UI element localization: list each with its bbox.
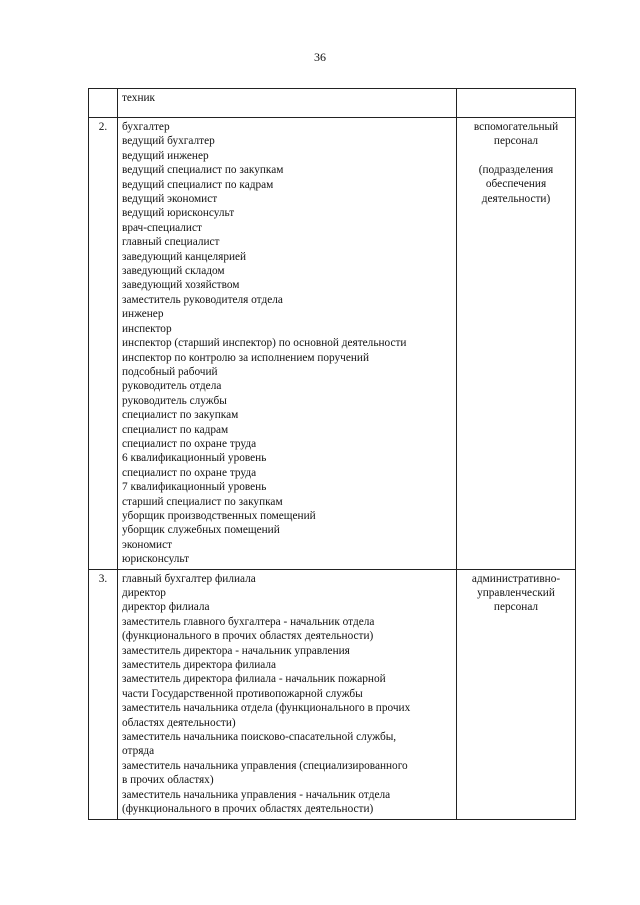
position-item: главный специалист [122,236,220,249]
position-item: директор филиала [122,601,210,614]
category-spacer [460,149,572,163]
position-item: заместитель директора - начальник управления [122,644,350,657]
position-item: заведующий хозяйством [122,279,240,292]
positions-cell [118,89,457,118]
position-item: инспектор по контролю за исполнением поручений [122,351,370,364]
position-item: ведущий специалист по кадрам [122,178,274,191]
category-line: (подразделения [478,163,554,176]
position-item: экономист [122,538,173,551]
position-item: заместитель директора филиала - начальник пожарной [122,673,386,686]
category-line: персонал [493,601,539,614]
position-item: заведующий канцелярией [122,250,247,263]
position-item: в прочих областях) [122,774,214,787]
position-item: ведущий бухгалтер [122,135,215,148]
position-item: заместитель главного бухгалтера - начальник отдела [122,615,375,628]
position-item: руководитель отдела [122,380,222,393]
position-item: инспектор [122,322,172,335]
position-item: заместитель начальника управления (специализированного [122,759,408,772]
page-number: 36 [314,50,326,64]
position-item: ведущий инженер [122,149,209,162]
position-item: специалист по закупкам [122,409,239,422]
position-item: заместитель директора филиала [122,659,277,672]
position-item: заместитель начальника отдела (функционального в прочих [122,702,411,715]
position-item: специалист по охране труда [122,466,257,479]
position-item: части Государственной противопожарной службы [122,687,363,700]
row-number: 2. [89,118,118,570]
position-item: заместитель руководителя отдела [122,293,283,306]
table-row [89,569,576,819]
position-item: уборщик служебных помещений [122,524,280,537]
position-item: руководитель службы [122,394,227,407]
category-line: управленческий [477,587,555,599]
position-item: (функционального в прочих областях деятельности) [122,630,374,643]
position-item: 7 квалификационный уровень [122,481,267,494]
table-row [89,89,576,118]
table-row [89,118,576,570]
position-item: заместитель начальника поисково-спасательной службы, [122,731,397,744]
position-item: врач-специалист [122,221,202,234]
category-cell [457,89,576,118]
category-line: административно- [471,572,561,585]
position-item: 6 квалификационный уровень [122,452,267,465]
position-item: ведущий юрисконсульт [122,207,235,220]
position-item: старший специалист по закупкам [122,495,283,508]
category-line: обеспечения [485,178,547,191]
position-item: уборщик производственных помещений [122,509,316,522]
position-item: заведующий складом [122,265,225,278]
table-body [89,89,576,820]
category-line: персонал [493,135,539,148]
position-item: подсобный рабочий [122,365,218,378]
category-line: деятельности) [481,192,551,205]
row-number [89,89,118,118]
positions-cell [118,118,457,570]
position-item: юрисконсульт [122,553,190,566]
position-item: специалист по охране труда [122,437,257,450]
position-item: областях деятельности) [122,716,236,729]
category-cell [457,569,576,819]
staff-positions-table [88,88,576,820]
position-item: техник [122,92,156,104]
position-item: ведущий специалист по закупкам [122,164,284,177]
position-item: бухгалтер [122,121,170,133]
position-item: главный бухгалтер филиала [122,572,256,585]
position-item: заместитель начальника управления - начальник отдела [122,788,391,801]
positions-cell [118,569,457,819]
position-item: инспектор (старший инспектор) по основной деятельности [122,337,407,350]
category-cell [457,118,576,570]
position-item: (функционального в прочих областях деятельности) [122,803,374,816]
category-line: вспомогательный [473,121,559,133]
position-item: ведущий экономист [122,193,218,206]
position-item: специалист по кадрам [122,423,229,436]
row-number: 3. [89,569,118,819]
position-item: директор [122,587,166,599]
position-item: отряда [122,745,155,758]
position-item: инженер [122,308,164,321]
